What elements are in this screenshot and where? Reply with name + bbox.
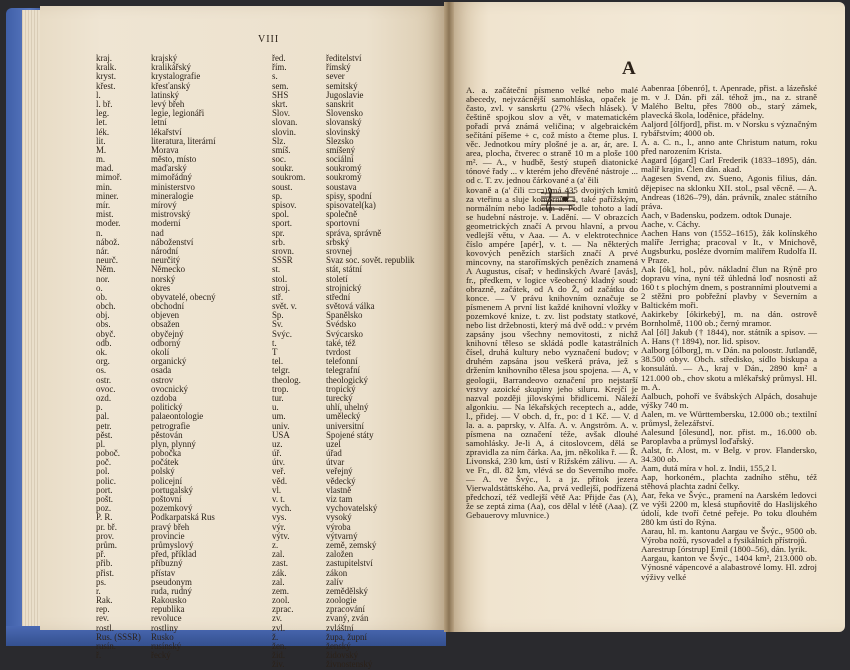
dictionary-entry: Aar, řeka ve Švýc., pramení na Aarském ledovci ve výši 2200 m, klesá stupňovitě do Haslijského údolí, kde tvoří četné peřeje. Po toku dlouhém 280 km ústí do Rýna. <box>641 490 817 528</box>
list-entry: řed. <box>272 54 286 63</box>
dictionary-entry: kovaně a (a' čili ▭▭) má 435 dvojitých kmitů za vteřinu a sluje komorním a, také pařížským, normálním nebo ladicím a. Podle tohoto a ladí se hudební nástroje. v. Ladění. — V obrazcích geometrických značí A prvou hlavní, a prvou vedlejší větu, v Aaa. — A. v elektrotechnice číslo ampére [apér], v. t. — Na některých kovových penězích starších značí A prvé mincovny, na starořímských penězích znamená A Augustus, císař; v hedinských Avaré [avás], fr., předkem, v logice všeobecný kladný soud: obrazně, začátek, od A do Ž, od začátku do konce. — V právu knihovním označuje se písmenem A první list každé knihovní vložky v pozemkové knize, t. zv. list podstaty statkové, nebo list držebnosti, který má dvě odd.: v prvém zapsány jsou všechny nemovitosti, z nichž knihovní těleso se skládá podle katastrálních čísel, druhá kultury nebo vyznačení budov; v druhém zapsána jsou veškerá práva, jež s držením knihovního tělesa jsou spojena. — A, v geologii, Barrandeovo označení pro nejstarší vrstvy azoické skupiny jeho siluru. Krejčí je nazval později jílovskými břidlicemi. Náleží algonkiu. — Na lékařských receptech a., adde, l., přidej. — V obch. d, fr., po: d 1 Kč. — V. d la. a. a. paprsky, v. Alfa. A. v. Angström. A. v. písmena na označení téže, avšak dlouhé samohlásky. Je-li A, á citoslovcem, dělá se zpravidla za ním čárka. Aa, jm. několika ř. — Ř. Livonská, 230 km, ústí v Rižském zálivu. — A. ve Fr., dl. 82 km, vlévá se do Severního moře. — A. ve Švýc., l. a jz. přítok jezera Vierwaldstättského. Aa, prvá vedlejší, podřízená předchozí, též vedlejší větě Aa: Přijde čas (A), že se zeptá zima (Aa), cos dělal v létě (Aaa). (Z Gebauerovy mluvnice.) <box>466 184 638 521</box>
dictionary-entry: Aaljord [ólfjord], přist. m. v Norsku s význačným rybářstvím; 4000 ob. <box>641 119 817 139</box>
list-entry: žid. <box>272 651 286 661</box>
dictionary-entry: Aachen Hans von (1552–1615), žák kolínského malíře Jerrigha; pracoval v It., v Mnichově, Augsburku, posléze dvorním malířem Rudolfa II. v Praze. <box>641 227 817 265</box>
list-entry: přib. <box>96 559 113 569</box>
list-entry: polic. <box>96 476 116 486</box>
list-entry: věd. <box>272 476 288 486</box>
list-entry: Švédsko <box>326 320 357 330</box>
list-entry: semitský <box>326 81 358 91</box>
list-entry: norský <box>151 274 176 284</box>
list-entry: palaeontologie <box>151 412 204 422</box>
list-entry: ok. <box>96 348 108 357</box>
list-entry: pozemkový <box>151 504 193 514</box>
list-entry: zal. <box>272 577 285 587</box>
list-entry: objeven <box>151 311 180 321</box>
list-entry: pal. <box>96 412 110 422</box>
list-entry: spr. <box>272 228 285 238</box>
list-entry: plyn, plynný <box>151 439 196 449</box>
list-entry: ostrov <box>151 375 174 385</box>
list-entry: soustava <box>326 182 357 192</box>
list-entry: Slovensko <box>326 109 363 119</box>
section-letter: A <box>622 58 636 79</box>
list-entry: obch. <box>96 302 116 312</box>
list-entry: lékařství <box>151 127 182 137</box>
list-entry: zalív <box>326 577 344 587</box>
list-entry: stroj. <box>272 283 290 293</box>
list-entry: město, místo <box>151 155 197 165</box>
list-entry: mimoř. <box>96 173 122 183</box>
list-entry: pošt. <box>96 495 114 504</box>
list-entry: obs. <box>96 320 111 330</box>
list-entry: obsažen <box>151 320 180 330</box>
list-entry: spisov. <box>272 201 297 210</box>
list-entry: obyč. <box>96 329 116 339</box>
list-entry: vych. <box>272 504 292 514</box>
list-entry: polský <box>151 467 175 477</box>
list-entry: nábož. <box>96 237 120 247</box>
list-entry: zem. <box>272 586 290 596</box>
list-entry: os. <box>96 366 107 376</box>
list-entry: mist. <box>96 210 114 220</box>
list-entry: Slz. <box>272 136 286 146</box>
list-entry: turecký <box>326 393 353 403</box>
list-entry: viz tam <box>326 495 353 504</box>
list-entry: n. <box>96 228 103 238</box>
list-entry: portugalský <box>151 485 193 495</box>
list-entry: moder. <box>96 219 121 229</box>
list-entry: stř. <box>272 292 284 302</box>
list-entry: soukr. <box>272 164 294 174</box>
list-entry: pěst. <box>96 430 113 440</box>
list-entry: pravý břeh <box>151 522 190 532</box>
list-entry: zool. <box>272 596 290 606</box>
list-entry: nár. <box>96 246 110 256</box>
list-entry: srb. <box>272 237 286 247</box>
list-entry: smíš. <box>272 145 291 155</box>
list-entry: výroba <box>326 522 351 532</box>
list-entry: řecký <box>151 651 171 661</box>
list-entry: trop. <box>272 384 289 394</box>
list-entry: sociální <box>326 155 354 165</box>
list-entry: policejní <box>151 476 183 486</box>
list-entry: soust. <box>272 182 293 192</box>
list-entry: Svaz soc. sovět. republik <box>326 256 415 266</box>
list-entry: srbský <box>326 237 350 247</box>
list-entry: přist. <box>96 568 114 578</box>
list-entry: stol. <box>272 274 288 284</box>
list-entry: rostl. <box>96 623 114 633</box>
list-entry: M. <box>96 145 107 155</box>
list-entry: uhlí, uhelný <box>326 403 369 413</box>
list-entry: úřad <box>326 449 342 459</box>
list-entry: obyčejný <box>151 329 184 339</box>
list-entry: obchodní <box>151 302 185 312</box>
list-entry: umělecký <box>326 412 361 422</box>
list-entry: ozdoba <box>151 393 177 403</box>
dictionary-entry: Aal [ól] Jakub († 1844), nor. státník a spisov. — A. Hans († 1894), nor. lid. spisov. <box>641 327 817 347</box>
abbreviation-column-right <box>272 54 328 670</box>
list-entry: příbuzný <box>151 559 183 569</box>
list-entry: moderní <box>151 219 181 229</box>
dictionary-entry: Aalen, m. ve Württembersku, 12.000 ob.; textilní průmysl, železářství. <box>641 408 817 428</box>
list-entry: rep. <box>96 605 110 615</box>
dictionary-entry: Aach, v Badensku, podzem. odtok Dunaje. <box>641 209 792 220</box>
list-entry: SHS <box>272 90 289 100</box>
list-entry: slovinský <box>326 127 361 137</box>
list-entry: revoluce <box>151 614 182 624</box>
list-entry: Něm. <box>96 265 116 275</box>
list-entry: vysoký <box>326 513 352 523</box>
list-entry: telefonní <box>326 357 358 367</box>
list-entry: výr. <box>272 522 286 532</box>
list-entry: náboženství <box>151 237 194 247</box>
list-entry: rev. <box>96 614 109 624</box>
list-entry: také, též <box>326 338 356 348</box>
list-entry: zák. <box>272 568 287 578</box>
list-entry: lék. <box>96 127 110 137</box>
list-entry: um. <box>272 412 286 422</box>
list-entry: zastupitelství <box>326 559 373 569</box>
list-entry: výtvarný <box>326 531 358 541</box>
list-entry: Šp. <box>272 311 284 321</box>
list-entry: Rus. (SSSR) <box>96 632 141 642</box>
list-entry: židovský <box>326 651 359 661</box>
list-entry: země, zemský <box>326 540 377 550</box>
list-entry: střední <box>326 292 351 302</box>
list-entry: soc. <box>272 155 287 165</box>
list-entry: přístav <box>151 568 176 578</box>
list-entry: strojnický <box>326 283 362 293</box>
list-entry: obj. <box>96 311 110 321</box>
dictionary-entry: Aalbuch, pohoří ve švábských Alpách, dosahuje výšky 740 m. <box>641 390 817 410</box>
list-entry: organický <box>151 357 187 367</box>
list-entry: společně <box>326 210 358 220</box>
dictionary-entry: Aap, horkoném., plachta zadního stěhu, též stěhová plachta zadní čelky. <box>641 472 817 492</box>
list-entry: veřejný <box>326 467 353 477</box>
list-entry: leg. <box>96 109 110 119</box>
list-entry: srovn. <box>272 246 294 256</box>
list-entry: mírový <box>151 201 177 210</box>
list-entry: ozd. <box>96 393 112 403</box>
list-entry: Španělsko <box>326 311 363 321</box>
dictionary-entry: Aalborg [ólborg], m. v Dán. na poloostr. Jutlandě, 38.500 obyv. Obch. středisko, sídlo biskupa a konsulátů. — A., kraj v Dán., 2890 km² a 121.000 ob., chov skotu a mlékařský průmysl. Hl. m. A. <box>641 345 817 392</box>
list-entry: lit. <box>96 136 106 146</box>
list-entry: krystalografie <box>151 72 201 82</box>
list-entry: republika <box>151 605 185 615</box>
dictionary-entry: Aabenraa [óbenró], t. Apenrade, přist. a lázeňské m. v J. Dán. při zál. téhož jm., na z. straně Malého Beltu, přes 7800 ob., starý zámek, plavecká škola, loděnice, přádelny. <box>641 83 817 121</box>
list-entry: universitní <box>326 421 364 431</box>
list-entry: odborný <box>151 338 181 348</box>
list-entry: zvláštní <box>326 623 354 633</box>
list-entry: z. <box>272 540 279 550</box>
list-entry: theolog. <box>272 375 301 385</box>
list-entry: tel. <box>272 357 284 367</box>
list-entry: průmyslový <box>151 540 194 550</box>
list-entry: zoologie <box>326 596 357 606</box>
list-entry: maďarský <box>151 164 187 174</box>
list-entry: uzel <box>326 439 341 449</box>
list-entry: mad. <box>96 164 114 174</box>
list-entry: st. <box>272 265 281 275</box>
list-entry: odb. <box>96 338 112 348</box>
list-entry: křesťanský <box>151 81 191 91</box>
list-entry: literatura, literární <box>151 136 216 146</box>
list-entry: sever <box>326 72 345 82</box>
list-entry: ruda, rudný <box>151 586 192 596</box>
list-entry: zpracování <box>326 605 365 615</box>
list-entry: světová válka <box>326 302 375 312</box>
list-entry: pseudonym <box>151 577 192 587</box>
list-entry: Podkarpatská Rus <box>151 513 215 523</box>
list-entry: veř. <box>272 467 286 477</box>
list-entry: l. <box>96 90 101 100</box>
list-entry: rusínský <box>151 642 182 651</box>
list-entry: srovnej <box>326 246 353 256</box>
list-entry: r. <box>96 586 101 596</box>
list-entry: o. <box>96 283 103 293</box>
list-entry: ž. <box>272 632 279 642</box>
list-entry: Rusko <box>151 632 174 642</box>
list-entry: osada <box>151 366 172 376</box>
list-entry: zast. <box>272 559 289 569</box>
list-entry: soukromý <box>326 164 362 174</box>
list-entry: vys. <box>272 513 287 523</box>
list-entry: tropický <box>326 384 356 394</box>
list-entry: l. bř. <box>96 99 113 109</box>
dictionary-entry: Aakirkeby [ókirkebý], m. na dán. ostrově Bornholmě, 1100 ob.; černý mramor. <box>641 309 817 329</box>
list-entry: zprac. <box>272 605 294 615</box>
list-entry: p. <box>96 403 103 413</box>
list-entry: ovoc. <box>96 384 116 394</box>
list-entry: legie, legionáři <box>151 109 205 119</box>
list-entry: kralk. <box>96 63 117 73</box>
list-entry: římský <box>326 63 351 73</box>
list-entry: theologický <box>326 375 368 385</box>
list-entry: sportovní <box>326 219 360 229</box>
list-entry: slovan. <box>272 118 298 128</box>
list-entry: zvaný, zván <box>326 614 369 624</box>
list-entry: rusín. <box>96 642 116 651</box>
list-entry: soukrom. <box>272 173 306 183</box>
list-entry: vychovatelský <box>326 504 378 514</box>
list-entry: P. R. <box>96 513 113 523</box>
list-entry: Německo <box>151 265 186 275</box>
list-entry: zemědělský <box>326 586 368 596</box>
list-entry: správa, správně <box>326 228 382 238</box>
list-entry: provincie <box>151 531 185 541</box>
list-entry: pr. bř. <box>96 522 117 532</box>
list-entry: T <box>272 348 278 357</box>
list-entry: rostliny <box>151 623 179 633</box>
abbreviation-column-left <box>96 54 154 660</box>
dictionary-entry: Aagesen Svend, zv. Sueno, Agonis filius, dán. dějepisec na sklonku XII. stol., psal věcně. — A. Andreas (1826–79), dán. právník, znalec státního práva. <box>641 173 817 211</box>
list-entry: soukromý <box>326 173 362 183</box>
list-entry: ř. <box>96 651 102 661</box>
list-entry: župa, župní <box>326 632 367 642</box>
list-entry: ženský <box>326 642 351 651</box>
list-entry: tvrdost <box>326 348 351 357</box>
list-entry: poč. <box>96 458 112 468</box>
list-entry: Morava <box>151 145 179 155</box>
list-entry: ovocnický <box>151 384 188 394</box>
list-entry: kraj. <box>96 54 113 63</box>
list-entry: krajský <box>151 54 178 63</box>
list-entry: poz. <box>96 504 112 514</box>
list-entry: politický <box>151 403 183 413</box>
list-entry: stát, státní <box>326 265 362 275</box>
list-entry: Šv. <box>272 320 284 330</box>
dictionary-column-1 <box>466 86 638 520</box>
list-entry: petr. <box>96 421 112 431</box>
list-entry: port. <box>96 485 113 495</box>
list-entry: obyvatelé, obecný <box>151 292 216 302</box>
list-entry: vědecký <box>326 476 356 486</box>
list-entry: Švýcarsko <box>326 329 363 339</box>
list-entry: před, příklad <box>151 550 197 560</box>
list-entry: útvar <box>326 458 345 468</box>
list-entry: u. <box>272 403 279 413</box>
list-entry: mineralogie <box>151 191 194 201</box>
list-entry: spol. <box>272 210 290 220</box>
list-entry: prov. <box>96 531 114 541</box>
list-entry: sem. <box>272 81 289 91</box>
list-entry: nor. <box>96 274 110 284</box>
list-entry: žen. <box>272 642 287 651</box>
list-entry: let. <box>96 118 108 128</box>
list-entry: v. t. <box>272 495 285 504</box>
list-entry: Rak. <box>96 596 113 606</box>
list-entry: okolí <box>151 348 170 357</box>
list-entry: zal. <box>272 550 285 560</box>
list-entry: levý břeh <box>151 99 185 109</box>
list-entry: pěstován <box>151 430 183 440</box>
list-entry: latinský <box>151 90 180 100</box>
list-entry: zákon <box>326 568 348 578</box>
list-entry: min. <box>96 182 113 192</box>
dictionary-entry: Aargau, kanton ve Švýc., 1404 km², 213.000 ob. Výnosné vápencové a alabastrové lomy. Hl. zdroj výživy velké <box>641 553 817 582</box>
list-entry: sanskrit <box>326 99 354 109</box>
list-entry: skrt. <box>272 99 288 109</box>
list-entry: poboč. <box>96 449 120 459</box>
list-entry: SSSR <box>272 256 293 266</box>
dictionary-entry: Aam, dutá míra v hol. z. Indii, 155,2 l. <box>641 462 777 473</box>
meaning-column-right <box>326 54 444 670</box>
list-entry: letní <box>151 118 167 128</box>
list-entry: př. <box>96 550 106 560</box>
list-entry: ps. <box>96 577 107 587</box>
list-entry: t. <box>272 338 277 348</box>
dictionary-entry: A. a. C. n., l., anno ante Christum natum, roku před narozením Krista. <box>641 137 817 157</box>
list-entry: ob. <box>96 292 108 302</box>
list-entry: spisy, spodní <box>326 191 372 201</box>
dictionary-entry: Aalesund [ólesund], nor. přist. m., 16.000 ob. Paroplavba a průmysl loďařský. <box>641 426 817 446</box>
list-entry: sp. <box>272 191 283 201</box>
list-entry: Slov. <box>272 109 290 119</box>
list-entry: slovin. <box>272 127 296 137</box>
list-entry: USA <box>272 430 290 440</box>
list-entry: útv. <box>272 458 285 468</box>
list-entry: miner. <box>96 191 119 201</box>
list-entry: Spojené státy <box>326 430 374 440</box>
list-entry: pol. <box>96 467 110 477</box>
book-gutter <box>444 2 454 632</box>
list-entry: m. <box>96 155 106 165</box>
dictionary-entry: A. a. začáteční písmeno velké nebo malé abecedy, nejvzácnější samohláska, opaček je často, zvl. v sanskrtu (27% všech hlásek). V češtině spojkou slov a vět, v matematickém pořadí prvá známá veličina; v algebraickém sečítání píšeme + c, což místo a čteme plus. I. věc. Jednotkou míry plošné je a. ar, ár, are. I. area, plocha, čtverec o straně 10 m a ploše 100 m². — A., v hudbě, šestý stupeň diatonické tónové řady ... v kterém jeho dřevěné nástroje ... od c. T. zv. jednou čárkované a (a' ěili <box>466 85 638 186</box>
list-entry: vlastně <box>326 485 352 495</box>
list-entry: svět. v. <box>272 302 297 312</box>
list-entry: století <box>326 274 348 284</box>
dictionary-entry: Aarestrup [órstrup] Emil (1800–56), dán. lyrik. <box>641 544 808 555</box>
list-entry: ředitelství <box>326 54 362 63</box>
list-entry: petrografie <box>151 421 190 431</box>
list-entry: pobočka <box>151 449 182 459</box>
list-entry: smíšený <box>326 145 356 155</box>
list-entry: kryst. <box>96 72 116 82</box>
dictionary-entry: Aache, v. Cáchy. <box>641 218 701 229</box>
list-entry: mimořádný <box>151 173 192 183</box>
list-entry: Rakousko <box>151 596 187 606</box>
list-entry: univ. <box>272 421 290 431</box>
list-entry: zvl. <box>272 623 286 633</box>
list-entry: mistrovský <box>151 210 191 220</box>
list-entry: Slezsko <box>326 136 354 146</box>
list-entry: nad <box>151 228 164 238</box>
dictionary-entry: Aagard [ógard] Carl Frederik (1833–1895), dán. malíř krajin. Člen dán. akad. <box>641 155 817 175</box>
list-entry: mír. <box>96 201 111 210</box>
list-entry: sport. <box>272 219 292 229</box>
list-entry: kralikářský <box>151 63 191 73</box>
dictionary-entry: Aalst, fr. Alost, m. v Belg. v prov. Flandersko, 34.300 ob. <box>641 444 817 464</box>
list-entry: pl. <box>96 439 106 449</box>
list-entry: tur. <box>272 393 284 403</box>
list-entry: neurčitý <box>151 256 181 266</box>
list-entry: křest. <box>96 81 116 91</box>
list-entry: řím. <box>272 63 287 73</box>
meaning-column-left <box>151 54 255 660</box>
dictionary-entry: Aarau, hl. m. kantonu Aargau ve Švýc., 9500 ob. Výroba nožů, rysovadel a fysikálních přístrojů. <box>641 526 817 546</box>
list-entry: Švýc. <box>272 329 292 339</box>
list-entry: vl. <box>272 485 282 495</box>
list-entry: živ. <box>272 660 285 670</box>
list-entry: ministerstvo <box>151 182 195 192</box>
list-entry: telgr. <box>272 366 290 376</box>
list-entry: počátek <box>151 458 179 468</box>
list-entry: s. <box>272 72 278 82</box>
list-entry: uz. <box>272 439 283 449</box>
list-entry: slovanský <box>326 118 362 128</box>
list-entry: Jugoslavie <box>326 90 364 100</box>
dictionary-column-2 <box>641 84 817 582</box>
list-entry: spisovatel(ka) <box>326 201 376 210</box>
list-entry: telegrafní <box>326 366 361 376</box>
list-entry: národní <box>151 246 179 256</box>
dictionary-entry: Aak [ók], hol., pův. nákladní člun na Rýně pro dopravu vína, nyní též úhledná loď nosnosti až 160 t s plochým dnem, s postranními ploutvemi a 2 stěžni pro pobřežní plavby v Severním a Baltickém moři. <box>641 263 817 311</box>
list-entry: poštovní <box>151 495 182 504</box>
list-entry: org. <box>96 357 110 367</box>
list-entry: založen <box>326 550 354 560</box>
list-entry: živnostenský <box>326 660 373 670</box>
list-entry: neurč. <box>96 256 118 266</box>
list-entry: úř. <box>272 449 282 459</box>
list-entry: výtv. <box>272 531 290 541</box>
list-entry: okres <box>151 283 171 293</box>
list-entry: ostr. <box>96 375 112 385</box>
list-entry: zv. <box>272 614 283 624</box>
page-number: VIII <box>258 34 280 45</box>
list-entry: prům. <box>96 540 117 550</box>
